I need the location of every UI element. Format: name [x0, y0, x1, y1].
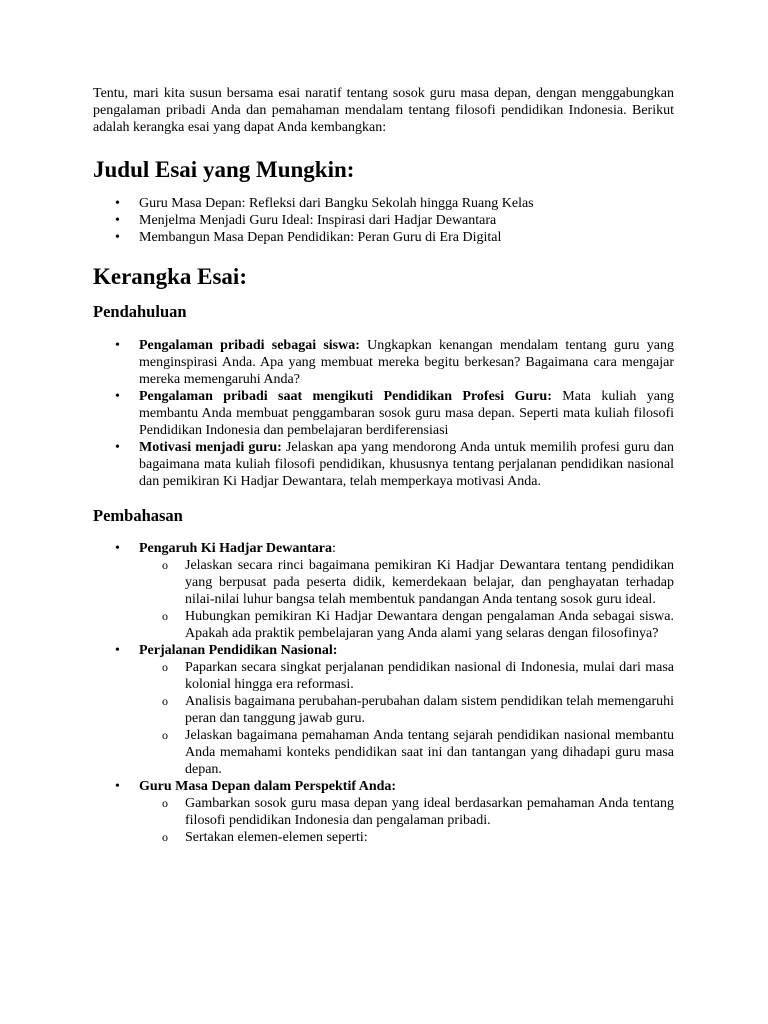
item-heading: Pengalaman pribadi sebagai siswa:	[139, 338, 360, 353]
essay-outline-heading: Kerangka Esai:	[93, 264, 247, 289]
sub-list-item: o Analisis bagaimana perubahan-perubahan dalam sistem pendidikan telah memengaruhi peran dan tanggung jawab guru.	[139, 693, 674, 727]
sub-list-item: o Jelaskan bagaimana pemahaman Anda tentang sejarah pendidikan nasional membantu Anda memahami konteks pendidikan saat ini dan tantangan yang dihadapi guru masa depan.	[139, 727, 674, 778]
document-body	[93, 85, 674, 846]
item-heading: Pengaruh Ki Hadjar Dewantara	[139, 541, 333, 556]
item-heading: Pengalaman pribadi saat mengikuti Pendidikan Profesi Guru:	[139, 389, 552, 404]
sub-list-item: o Jelaskan secara rinci bagaimana pemikiran Ki Hadjar Dewantara tentang pendidikan yang berpusat pada peserta didik, kemerdekaan belajar, dan penghayatan terhadap nilai-nilai luhur bangsa telah membentuk pandangan Anda tentang sosok guru ideal.	[139, 557, 674, 608]
section-heading-pembahasan: Pembahasan	[93, 506, 183, 525]
sub-list	[139, 795, 674, 846]
sub-list-item: o Sertakan elemen-elemen seperti:	[139, 829, 674, 846]
item-heading: Motivasi menjadi guru:	[139, 440, 282, 455]
sub-list-item: o Hubungkan pemikiran Ki Hadjar Dewantara dengan pengalaman Anda sebagai siswa. Apakah ada praktik pembelajaran yang Anda alami yang selaras dengan filosofinya?	[139, 608, 674, 642]
item-heading: Guru Masa Depan dalam Perspektif Anda:	[139, 779, 397, 794]
item-text: Ungkapkan kenangan mendalam tentang guru yang menginspirasi Anda. Apa yang membuat mereka begitu berkesan? Bagaimana cara mengajar mereka memengaruhi Anda?	[139, 338, 675, 387]
intro-paragraph: Tentu, mari kita susun bersama esai naratif tentang sosok guru masa depan, dengan menggabungkan pengalaman pribadi Anda dan pemahaman mendalam tentang filosofi pendidikan Indonesia. Berikut adalah kerangka esai yang dapat Anda kembangkan:	[93, 86, 674, 135]
item-text: Jelaskan apa yang mendorong Anda untuk memilih profesi guru dan bagaimana mata kuliah filosofi pendidikan, khususnya tentang perjalanan pendidikan nasional dan pemikiran Ki Hadjar Dewantara, telah memperkaya motivasi Anda.	[139, 440, 674, 489]
list-item: • Menjelma Menjadi Guru Ideal: Inspirasi dari Hadjar Dewantara	[93, 212, 674, 229]
pembahasan-list	[93, 540, 674, 846]
item-heading-tail: :	[332, 541, 336, 556]
list-item: • Guru Masa Depan: Refleksi dari Bangku Sekolah hingga Ruang Kelas	[93, 195, 674, 212]
possible-titles-list	[93, 195, 674, 246]
list-item	[93, 540, 674, 642]
list-item	[93, 778, 674, 846]
list-item	[93, 642, 674, 778]
list-item: • Membangun Masa Depan Pendidikan: Peran Guru di Era Digital	[93, 229, 674, 246]
list-item	[93, 439, 674, 490]
item-text: Mata kuliah yang membantu Anda membuat penggambaran sosok guru masa depan. Seperti mata kuliah filosofi Pendidikan Indonesia dan pembelajaran berdiferensiasi	[139, 389, 674, 438]
sub-list	[139, 557, 674, 642]
sub-list-item: o Gambarkan sosok guru masa depan yang ideal berdasarkan pemahaman Anda tentang filosofi pendidikan Indonesia dan pengalaman pribadi.	[139, 795, 674, 829]
item-heading: Perjalanan Pendidikan Nasional:	[139, 643, 338, 658]
sub-list-item: o Paparkan secara singkat perjalanan pendidikan nasional di Indonesia, mulai dari masa kolonial hingga era reformasi.	[139, 659, 674, 693]
sub-list	[139, 659, 674, 778]
section-heading-pendahuluan: Pendahuluan	[93, 302, 187, 321]
possible-titles-heading: Judul Esai yang Mungkin:	[93, 157, 355, 182]
pendahuluan-list	[93, 337, 674, 490]
list-item	[93, 337, 674, 388]
list-item	[93, 388, 674, 439]
